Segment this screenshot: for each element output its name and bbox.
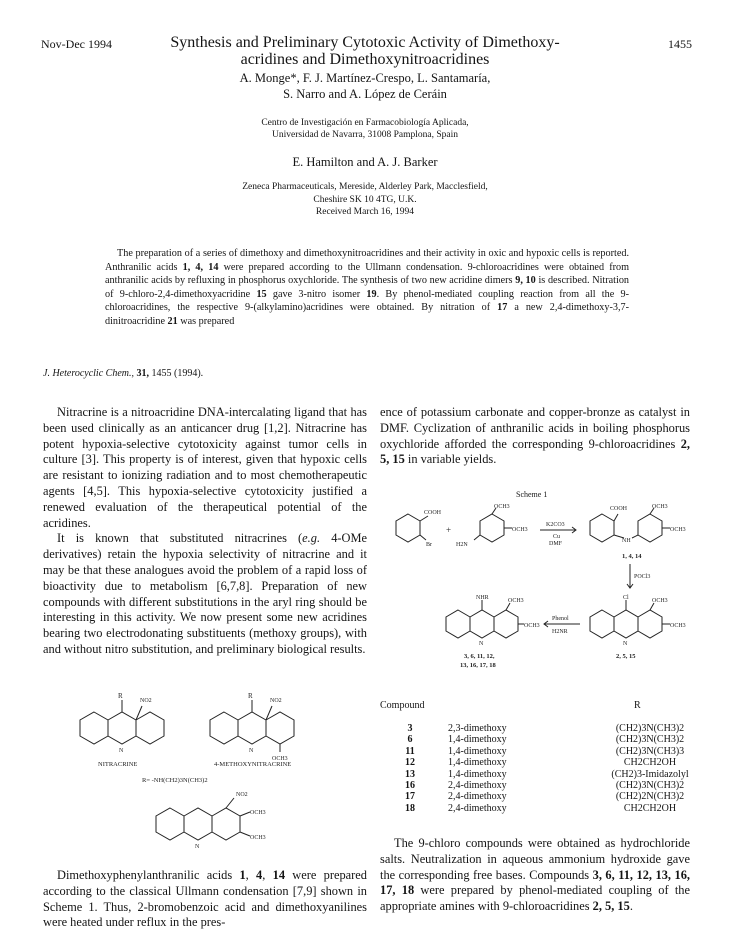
table-row [380,723,700,734]
bromobenzoic-acid-structure [396,510,442,548]
compound-ref: 14 [272,868,286,882]
plus-sign: + [446,525,452,535]
journal-date: Nov-Dec 1994 [41,37,112,51]
scheme-1-diagram [380,500,700,680]
neutralization-paragraph [380,836,690,915]
no2-label: NO2 [236,792,248,798]
table-row [380,769,700,780]
compound-id-cell: 3 [407,723,413,734]
left-column [43,405,367,658]
compound-ref: 4 [256,868,263,882]
r-group-cell: (CH2)2N(CH3)2 [615,791,685,803]
paragraph-text: ence of potassium carbonate and copper-bronze as catalyst in DMF. Cyclization of anthranilic acids in boiling phosphorus oxychloride afforded the corresponding 9-chloroacridines [380,405,690,451]
table-row [380,746,700,757]
r-definition: R= -NH(CH2)3N(CH3)2 [142,777,208,784]
paragraph-text: It is known that substituted nitracrines ( [57,531,303,546]
received-date: Received March 16, 1994 [315,207,415,217]
compound-rows [380,723,700,814]
synthesis-paragraph [43,868,367,931]
dimethoxy-nitroacridine-structure [156,792,266,850]
reagent-dmf: DMF [549,541,563,547]
affiliation-navarra [140,117,590,141]
anthranilic-acid-structure [590,504,686,544]
r-group-cell: CH2CH2OH [623,802,677,814]
compound-numbers-chloro: 2, 5, 15 [616,653,636,660]
scheme-title: Scheme 1 [516,490,548,499]
table-row [380,757,700,768]
r-group-cell: (CH2)3N(CH3)2 [615,780,685,792]
substitution-cell: 2,3-dimethoxy [448,723,507,734]
cyclization-paragraph [380,405,690,468]
reagent-h2nr: H2NR [552,629,568,635]
no2-label: NO2 [270,698,282,704]
substitution-cell: 1,4-dimethoxy [448,745,507,757]
author-list [140,70,590,102]
paragraph-italic: e.g. [302,531,321,546]
table-row [380,734,700,745]
compound-id-cell: 13 [405,768,415,780]
och3-label: OCH3 [512,527,528,533]
substitution-cell: 1,4-dimethoxy [448,768,507,780]
och3-label: OCH3 [652,598,668,604]
compound-id-cell: 17 [405,791,415,803]
paragraph-text: in variable yields. [404,452,497,467]
reagent-cu: Cu [553,534,561,540]
och3-label: OCH3 [250,835,266,841]
r-label: R [248,692,253,700]
paragraph-text: Dimethoxyphenylanthranilic acids [57,868,240,882]
citation [43,368,203,379]
compound-id-cell: 6 [407,734,413,746]
abstract-compound-ref: 17 [497,302,508,314]
paragraph-text: were prepared according to the classical Ullmann condensation [7,9] shown in Scheme 1. Thus, 2-bromobenzoic acid and dimethoxyanilines were heated under reflux in the pres- [43,868,367,930]
nhr-label: NHR [476,595,489,601]
aminoacridine-structure [446,595,540,647]
abstract-text: . By phenol-mediated coupling reaction from all the 9-chloroacridines, the respective 9-(alkylamino)acridines were obtained. By nitration of [105,288,629,314]
affiliation-zeneca [140,181,590,219]
authors-line-1: A. Monge*, F. J. Martínez-Crespo, L. Santamaría, [239,71,491,85]
substitution-cell: 1,4-dimethoxy [448,757,507,769]
table-header-compound: Compound [380,700,425,711]
authors-line-2: S. Narro and A. López de Ceráin [283,87,447,101]
table-header-r: R [634,700,641,711]
compound-id-cell: 18 [405,802,415,814]
och3-label: OCH3 [670,527,686,533]
chloroacridine-structure [590,595,686,647]
abstract-compound-ref: 15 [256,288,267,300]
n-label: N [623,641,628,647]
substitution-cell: 2,4-dimethoxy [448,802,507,814]
title-line-2: acridines and Dimethoxynitroacridines [240,51,490,68]
abstract-compound-ref: 19 [366,288,377,300]
abstract-text: gave 3-nitro isomer [266,288,367,300]
compound-numbers-acid: 1, 4, 14 [622,553,642,560]
methoxy-nitracrine-structure [210,692,294,762]
compound-ref: 2, 5, 15 [380,436,690,467]
abstract-compound-ref: 1, 4, 14 [182,261,219,273]
affiliation-line-3: Zeneca Pharmaceuticals, Mereside, Alderley Park, Macclesfield, [242,182,488,192]
table-row [380,780,700,791]
och3-label: OCH3 [494,504,510,510]
citation-volume: 31, [136,368,149,379]
methoxy-nitracrine-label: 4-METHOXYNITRACRINE [214,761,292,768]
paragraph-text: were prepared by phenol-mediated coupling of the appropriate amines with 9-chloroacridines [380,883,690,914]
compound-ref: 3, 6, 11, 12, 13, 16, 17, 18 [380,867,690,898]
paragraph-text: . [629,899,633,914]
abstract-text: a new 2,4-dimethoxy-3,7-dinitroacridine [105,302,629,327]
n-label: N [119,748,124,754]
paragraph-text: , [245,868,257,882]
author-group-2: E. Hamilton and A. J. Barker [292,155,438,169]
affiliation-line-4: Cheshire SK 10 4TG, U.K. [313,194,417,205]
br-label: Br [426,542,432,548]
affiliation-line-2: Universidad de Navarra, 31008 Pamplona, Spain [272,130,458,140]
abstract-text: were prepared according to the Ullmann condensation. 9-chloroacridines were obtained from anthranilic acids by refluxing in phosphorus oxychloride. The synthesis of two new acridine dimers [105,261,629,287]
och3-label: OCH3 [524,623,540,629]
affiliation-line-1: Centro de Investigación en Farmacobiología Aplicada, [261,118,469,128]
paragraph-text: , [262,868,273,882]
substitution-cell: 2,4-dimethoxy [448,780,507,792]
nitracrine-label: NITRACRINE [98,761,138,768]
n-label: N [479,641,484,647]
abstract-text: The preparation of a series of dimethoxy and dimethoxynitroacridines and their activity in oxic and hypoxic cells is reported. Anthranilic acids [105,248,629,273]
reagent-k2co3: K2CO3 [546,522,565,528]
r-group-cell: CH2CH2OH [623,757,677,769]
right-column-bottom [380,836,690,915]
r-group-cell: (CH2)3N(CH3)2 [615,723,685,734]
h2n-label: H2N [456,542,468,548]
intro-paragraph-1: Nitracrine is a nitroacridine DNA-intercalating ligand that has been used clinically as an anticancer drug [1,2]. Nitracrine has potent hypoxia-selective cytotoxicity against tumor cells in culture [3]. This property is of interest, given that hypoxic cells are resistant to ionizing radiation and to most chemotherapeutic agents [4,5]. This hypoxia-selective cytotoxicity justified a renewed evaluation of the therapeutical potential of the acridines. [43,405,367,530]
compound-id-cell: 12 [405,757,415,769]
och3-label: OCH3 [250,810,266,816]
substitution-cell: 2,4-dimethoxy [448,791,507,803]
substitution-cell: 1,4-dimethoxy [448,734,507,746]
no2-label: NO2 [140,698,152,704]
reagent-pocl3: POCl3 [634,574,651,580]
dimethoxyaniline-structure [456,504,528,548]
abstract-text: is described. Nitration of 9-chloro-2,4-dimethoxyacridine [105,275,630,300]
intro-paragraph-2 [43,531,367,657]
table-row [380,791,700,802]
n-label: N [249,748,254,754]
reagent-phenol: Phenol [552,616,569,622]
och3-label: OCH3 [272,756,288,762]
citation-pages: 1455 (1994). [151,368,204,379]
cooh-label: COOH [610,506,628,512]
r-group-cell: (CH2)3-Imidazolyl [611,768,689,780]
paragraph-text: 4-OMe derivatives) retain the hypoxia selectivity of nitracrine and it may be that these analogues avoid the problem of a rapid loss of bioactivity due to metabolism [6,7,8]. Preparation of new compounds with different substitutions in the aryl ring should be interesting in this activity. We now present some new acridines bearing two electrodonating substituents (methoxy groups), with and without nitro substitution, and preliminary biological results. [43,531,368,656]
compound-table [380,723,700,814]
n-label: N [195,844,200,850]
och3-label: OCH3 [670,623,686,629]
right-column-top [380,405,690,468]
nitracrine-structure [80,692,164,754]
r-group-cell: (CH2)3N(CH3)3 [615,745,685,757]
compound-ref: 2, 5, 15 [592,899,630,914]
cl-label: Cl [623,595,629,601]
page-number: 1455 [668,37,692,51]
abstract-compound-ref: 21 [167,315,178,327]
compound-numbers-amino-2: 13, 16, 17, 18 [460,662,496,669]
nh-label: NH [622,538,631,544]
compound-ref: 1 [239,868,246,882]
left-column-bottom [43,868,367,931]
article-title [140,34,590,68]
compound-numbers-amino-1: 3, 6, 11, 12, [464,653,495,660]
nitracrine-structures-figure [60,690,360,860]
citation-journal: J. Heterocyclic Chem., [43,368,134,379]
och3-label: OCH3 [652,504,668,510]
compound-id-cell: 11 [405,745,415,757]
table-row [380,803,700,814]
och3-label: OCH3 [508,598,524,604]
r-label: R [118,692,123,700]
cooh-label: COOH [424,510,442,516]
abstract-text: was prepared [177,315,235,327]
paragraph-text: The 9-chloro compounds were obtained as hydrochloride salts. Neutralization in aqueous ammonium hydroxide gave the corresponding free bases. Compounds [380,836,690,882]
abstract-compound-ref: 9, 10 [515,275,536,287]
r-group-cell: (CH2)3N(CH3)2 [615,734,685,746]
title-line-1: Synthesis and Preliminary Cytotoxic Activity of Dimethoxy- [170,34,560,51]
abstract [105,247,629,329]
compound-id-cell: 16 [405,780,415,792]
